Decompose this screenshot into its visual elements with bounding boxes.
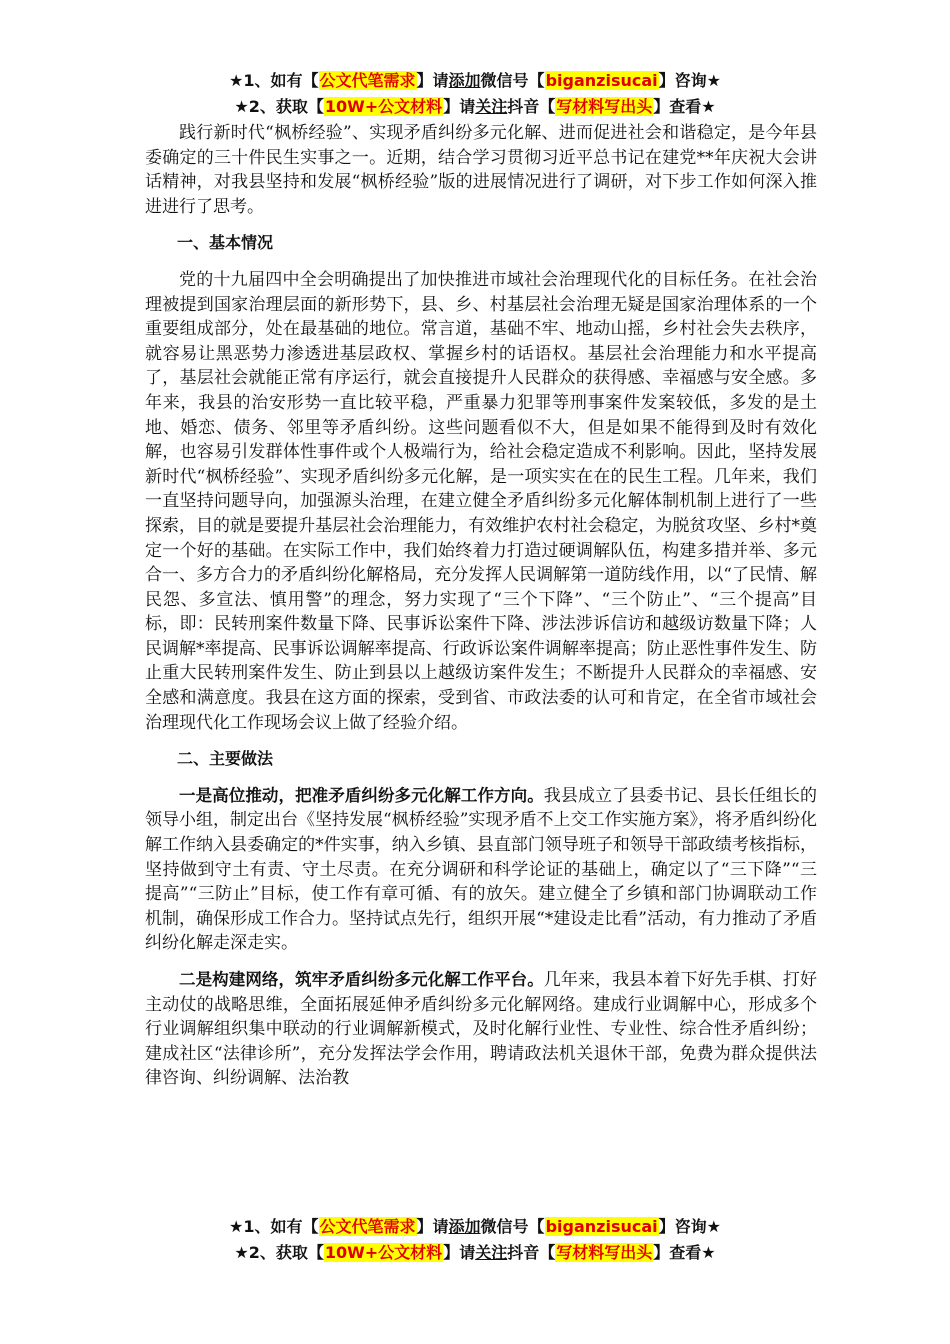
highlight-text: 公文代笔需求 — [319, 71, 416, 90]
highlight-text: 10W+公文材料 — [324, 97, 443, 116]
highlight-text: 写材料写出头 — [556, 97, 653, 116]
banner-text: 】咨询★ — [658, 71, 721, 90]
body-paragraph — [145, 968, 817, 1091]
paragraph-lead: 二是构建网络，筑牢矛盾纠纷多元化解工作平台。 — [179, 970, 544, 989]
header-banner — [0, 68, 950, 120]
underlined-text: 关注 — [475, 97, 508, 116]
highlight-text: 10W+公文材料 — [324, 1243, 443, 1262]
banner-text: 】请 — [443, 97, 476, 116]
banner-line-1 — [0, 68, 950, 94]
document-body — [145, 121, 817, 1091]
banner-text: ★2、获取【 — [234, 1243, 324, 1262]
footer-banner — [0, 1214, 950, 1266]
intro-paragraph: 践行新时代“枫桥经验”、实现矛盾纠纷多元化解、进而促进社会和谐稳定，是今年县委确定的三十件民生实事之一。近期，结合学习贯彻习近平总书记在建党**年庆祝大会讲话精神，对我县坚持和发展“枫桥经验”版的进展情况进行了调研，对下步工作如何深入推进进行了思考。 — [145, 123, 817, 217]
banner-text: 抖音【 — [507, 1243, 556, 1262]
paragraph-text: 我县成立了县委书记、县长任组长的领导小组，制定出台《坚持发展“枫桥经验”实现矛盾不上交工作实施方案》，将矛盾纠纷化解工作纳入县委确定的*件实事，纳入乡镇、县直部门领导班子和领导干部政绩考核指标，坚持做到守土有责、守土尽责。在充分调研和科学论证的基础上，确定以了“三下降”“三提高”“三防止”目标，使工作有章可循、有的放矢。建立健全了乡镇和部门协调联动工作机制，确保形成工作合力。坚持试点先行，组织开展“*建设走比看”活动，有力推动了矛盾纠纷化解走深走实。 — [145, 785, 818, 954]
body-paragraph — [145, 784, 817, 956]
banner-text: 】请 — [443, 1243, 476, 1262]
underlined-text: 关注 — [475, 1243, 508, 1262]
banner-text: 微信号【 — [480, 71, 545, 90]
banner-line-2 — [0, 94, 950, 120]
section-heading-practices: 二、主要做法 — [177, 749, 274, 769]
underlined-text: 添加 — [448, 71, 481, 90]
paragraph-text: 几年来，我县本着下好先手棋、打好主动仗的战略思维，全面拓展延伸矛盾纠纷多元化解网络。建成行业调解中心，形成多个行业调解组织集中联动的行业调解新模式，及时化解行业性、专业性、综合性矛盾纠纷；建成社区“法律诊所”，充分发挥法学会作用，聘请政法机关退休干部，免费为群众提供法律咨询、纠纷调解、法治教 — [145, 970, 818, 1089]
banner-text: ★1、如有【 — [229, 71, 319, 90]
section-heading-basic: 一、基本情况 — [177, 233, 274, 253]
banner-text: 】请 — [416, 71, 449, 90]
paragraph-lead: 一是高位推动，把准矛盾纠纷多元化解工作方向。 — [179, 785, 544, 805]
banner-line-1 — [0, 1214, 950, 1240]
body-paragraph: 党的十九届四中全会明确提出了加快推进市域社会治理现代化的目标任务。在社会治理被提到国家治理层面的新形势下，县、乡、村基层社会治理无疑是国家治理体系的一个重要组成部分，处在最基础的地位。常言道，基础不牢、地动山摇，乡村社会失去秩序，就容易让黑恶势力渗透进基层政权、掌握乡村的话语权。基层社会治理能力和水平提高了，基层社会就能正常有序运行，就会直接提升人民群众的获得感、幸福感与安全感。多年来，我县的治安形势一直比较平稳，严重暴力犯罪等刑事案件发案较低，多发的是土地、婚恋、债务、邻里等矛盾纠纷。这些问题看似不大，但是如果不能得到及时有效化解，也容易引发群体性事件或个人极端行为，给社会稳定造成不利影响。因此，坚持发展新时代“枫桥经验”、实现矛盾纠纷多元化解，是一项实实在在的民生工程。几年来，我们一直坚持问题导向，加强源头治理，在建立健全矛盾纠纷多元化解体制机制上进行了一些探索，目的就是要提升基层社会治理能力，有效维护农村社会稳定，为脱贫攻坚、乡村*奠定一个好的基础。在实际工作中，我们始终着力打造过硬调解队伍，构建多措并举、多元合一、多方合力的矛盾纠纷化解格局，充分发挥人民调解第一道防线作用，以“了民情、解民怨、多宣法、慎用警”的理念，努力实现了“三个下降”、“三个防止”、“三个提高”目标，即：民转刑案件数量下降、民事诉讼案件下降、涉法涉诉信访和越级访数量下降；人民调解*率提高、民事诉讼调解率提高、行政诉讼案件调解率提高；防止恶性事件发生、防止重大民转刑案件发生、防止到县以上越级访案件发生；不断提升人民群众的幸福感、安全感和满意度。我县在这方面的探索，受到省、市政法委的认可和肯定，在全省市域社会治理现代化工作现场会议上做了经验介绍。 — [145, 269, 817, 733]
highlight-text: biganzisucai — [545, 1217, 658, 1236]
banner-text: ★2、获取【 — [234, 97, 324, 116]
highlight-text: 写材料写出头 — [556, 1243, 653, 1262]
banner-text: 】咨询★ — [658, 1217, 721, 1236]
highlight-text: biganzisucai — [545, 71, 658, 90]
banner-text: 】请 — [416, 1217, 449, 1236]
banner-text: 】查看★ — [653, 1243, 716, 1262]
banner-text: ★1、如有【 — [229, 1217, 319, 1236]
highlight-text: 公文代笔需求 — [319, 1217, 416, 1236]
banner-text: 】查看★ — [653, 97, 716, 116]
banner-line-2 — [0, 1240, 950, 1266]
banner-text: 抖音【 — [507, 97, 556, 116]
banner-text: 微信号【 — [480, 1217, 545, 1236]
underlined-text: 添加 — [448, 1217, 481, 1236]
